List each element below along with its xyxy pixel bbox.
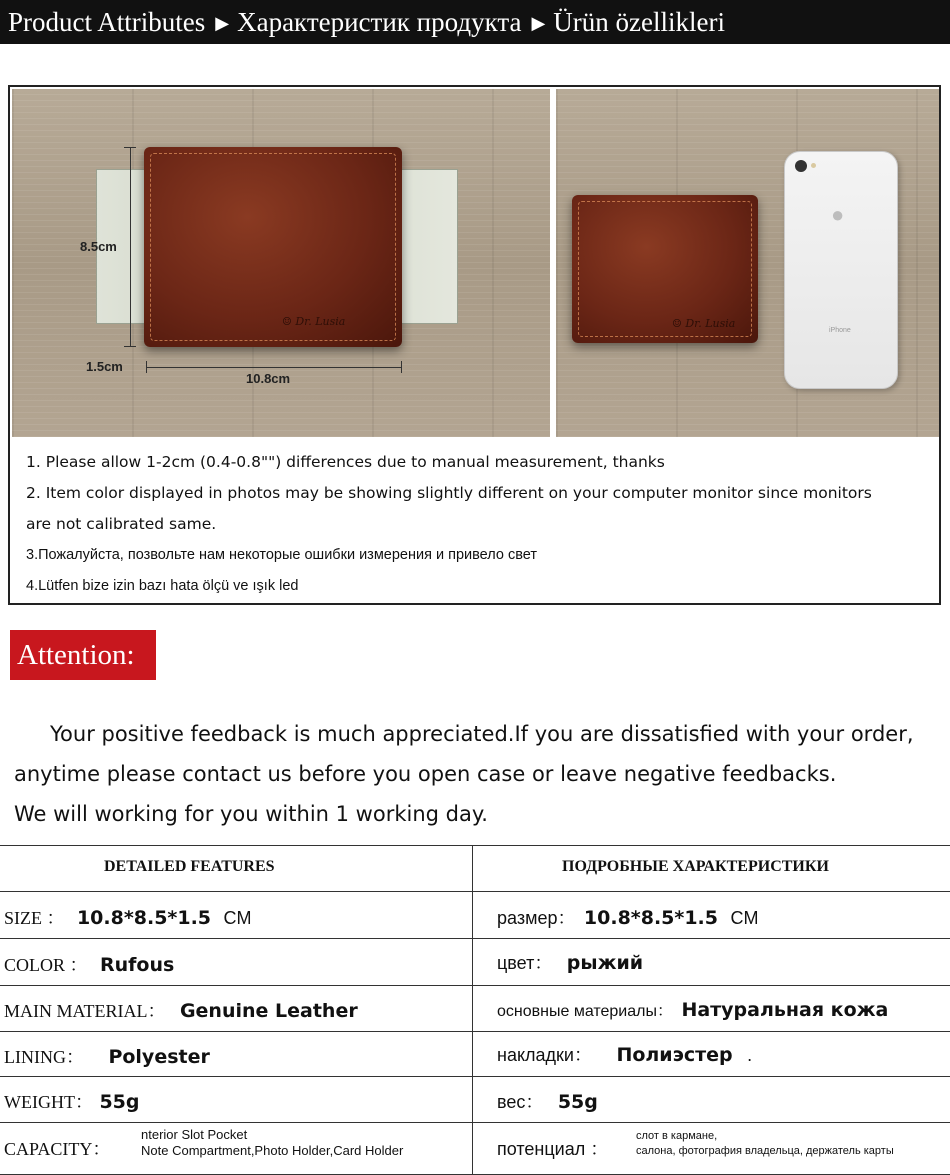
table-row	[497, 998, 888, 1021]
header-bar	[0, 0, 950, 44]
title-ru: Характеристик продукта	[237, 7, 522, 37]
capacity-label-ru: потенциал ：	[497, 1139, 609, 1159]
phone-image	[784, 151, 898, 389]
title-tr: Ürün özellikleri	[553, 7, 725, 37]
feedback-line-2: anytime please contact us before you open case or leave negative feedbacks.	[14, 762, 837, 786]
wallet-dimension-photo	[12, 89, 550, 437]
table-row	[4, 1088, 139, 1114]
table-row	[497, 949, 643, 975]
note-2: 2. Item color displayed in photos may be showing slightly different on your computer monitor since monitors	[26, 484, 872, 502]
table-row	[4, 904, 251, 930]
capacity-value-ru-line-1: слот в кармане,	[636, 1130, 718, 1142]
material-value: Genuine Leather	[179, 1000, 358, 1022]
arrow-right-icon: ▶	[531, 13, 546, 33]
lining-value-ru: Полиэстер	[616, 1044, 733, 1066]
weight-label-ru: вес：	[497, 1092, 544, 1112]
material-value-ru: Натуральная кожа	[681, 999, 889, 1021]
apple-logo-icon: ●	[831, 202, 845, 227]
table-row	[497, 1041, 752, 1067]
lining-value: Polyester	[108, 1046, 210, 1068]
note-1: 1. Please allow 1-2cm (0.4-0.8"") differences due to manual measurement, thanks	[26, 453, 665, 471]
table-row	[497, 904, 758, 930]
size-label-ru: размер：	[497, 908, 576, 928]
thickness-dimension-label: 1.5cm	[86, 359, 123, 374]
capacity-label: CAPACITY：	[4, 1139, 111, 1159]
color-value: Rufous	[99, 954, 175, 976]
features-header-en: DETAILED FEATURES	[104, 858, 275, 875]
color-value-ru: рыжий	[566, 952, 644, 974]
table-row	[4, 1135, 110, 1161]
features-table	[0, 845, 950, 1175]
material-label: MAIN MATERIAL：	[4, 1001, 166, 1021]
lining-label-ru: накладки：	[497, 1045, 592, 1065]
wallet-image	[144, 147, 402, 347]
size-label: SIZE ：	[4, 908, 65, 928]
feedback-line-1: Your positive feedback is much appreciated.If you are dissatisfied with your order,	[50, 722, 914, 746]
weight-label: WEIGHT：	[4, 1092, 93, 1112]
wallet-logo-icon: ☺ Dr. Lusia	[282, 315, 346, 328]
size-unit-ru: CM	[730, 908, 759, 928]
weight-value: 55g	[99, 1091, 140, 1113]
features-header-ru: ПОДРОБНЫЕ ХАРАКТЕРИСТИКИ	[562, 858, 829, 875]
wallet-image	[572, 195, 758, 343]
feedback-line-3: We will working for you within 1 working day.	[14, 802, 488, 826]
capacity-value-line-2: Note Compartment,Photo Holder,Card Holder	[141, 1143, 404, 1158]
material-label-ru: основные материалы：	[497, 1003, 673, 1020]
lining-label: LINING：	[4, 1047, 84, 1067]
size-value: 10.8*8.5*1.5	[76, 907, 212, 929]
capacity-value-ru-line-2: салона, фотография владельца, держатель карты	[636, 1145, 894, 1157]
color-label: COLOR ：	[4, 955, 88, 975]
lining-extra-ru: .	[747, 1045, 753, 1065]
attention-badge: Attention:	[10, 630, 156, 680]
table-row	[4, 1043, 210, 1069]
table-row	[497, 1088, 598, 1114]
table-row	[497, 1135, 608, 1161]
product-photo-panel	[8, 85, 941, 605]
table-row	[4, 997, 358, 1023]
size-value-ru: 10.8*8.5*1.5	[583, 907, 718, 929]
wallet-phone-comparison-photo	[556, 89, 939, 437]
size-unit: CM	[223, 908, 252, 928]
table-row	[4, 951, 174, 977]
height-dimension-label: 8.5cm	[80, 239, 117, 254]
note-3: 3.Пожалуйста, позвольте нам некоторые ошибки измерения и привело свет	[26, 547, 537, 563]
title-en: Product Attributes	[8, 7, 206, 37]
note-4: 4.Lütfen bize izin bazı hata ölçü ve ışık led	[26, 578, 299, 594]
width-dimension-label: 10.8cm	[246, 371, 291, 386]
phone-label: iPhone	[829, 327, 851, 334]
wallet-logo-icon: ☺ Dr. Lusia	[672, 317, 736, 330]
capacity-value-ru	[636, 1129, 894, 1159]
color-label-ru: цвет：	[497, 953, 553, 973]
capacity-value	[141, 1127, 403, 1159]
arrow-right-icon: ▶	[215, 13, 230, 33]
capacity-value-line-1: nterior Slot Pocket	[141, 1127, 248, 1142]
weight-value-ru: 55g	[557, 1091, 598, 1113]
note-2-continued: are not calibrated same.	[26, 515, 217, 533]
